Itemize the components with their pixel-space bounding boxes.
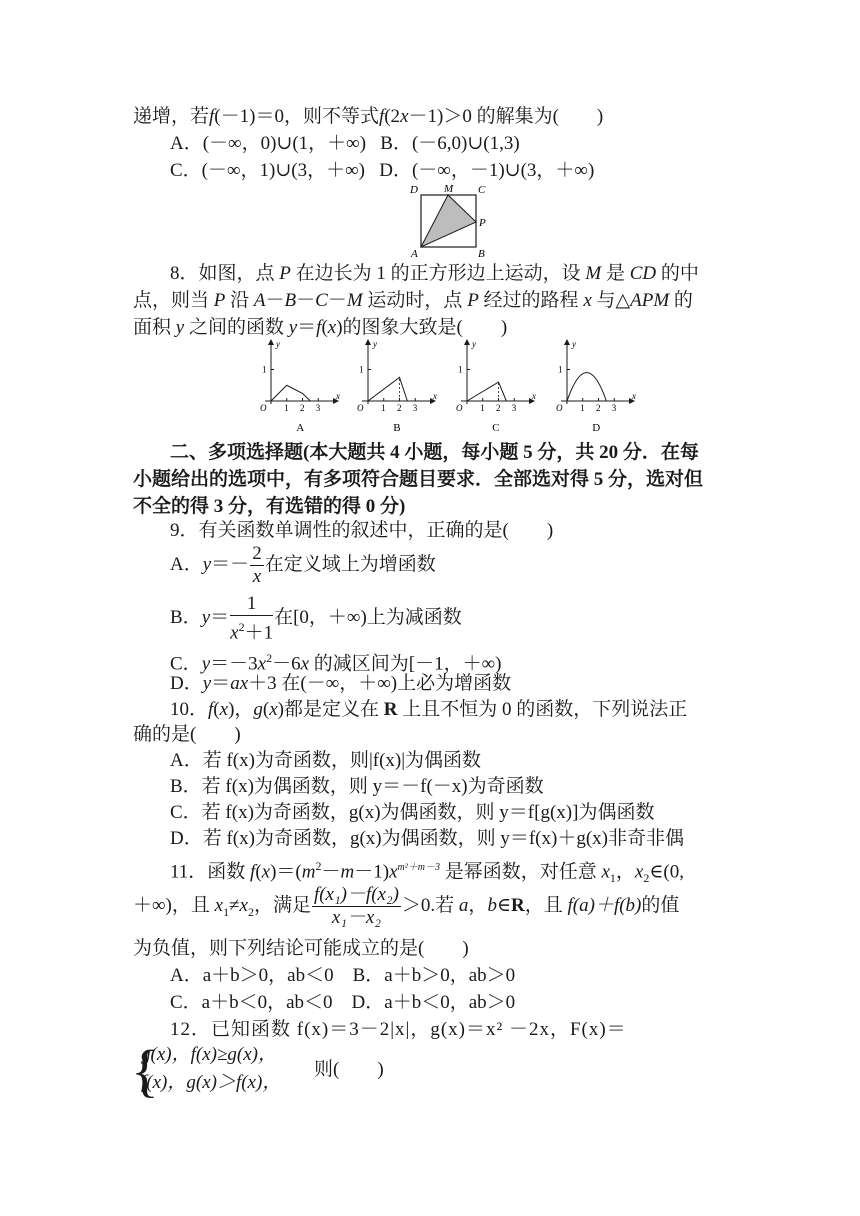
graph-d-origin: O	[556, 403, 563, 413]
q7-options-cd	[170, 158, 594, 184]
q9-option-a: A．y＝－ $\frac{2}{x}$ 在定义域上为增函数	[170, 543, 436, 588]
graph-c-x-tick-3: 3	[511, 403, 517, 413]
graph-a-x-label: x	[336, 391, 340, 401]
piecewise-brace: {	[131, 1038, 159, 1103]
q10-option-d: D．若 f(x)为奇函数，g(x)为偶函数，则 y＝f(x)＋g(x)非奇非偶	[170, 828, 684, 849]
q11-options-cd: C．a＋b＜0，ab＜0 D．a＋b＜0，ab＞0	[170, 992, 516, 1013]
q10-option-b: B．若 f(x)为偶函数，则 y＝－f(－x)为奇函数	[170, 776, 544, 797]
graph-d-x-tick-3: 3	[611, 403, 617, 413]
q11-stem-line3: 为负值，则下列结论可能成立的是( )	[133, 938, 469, 959]
graph-b-x-label: x	[433, 391, 437, 401]
label-p: P	[479, 217, 486, 229]
graph-a-y-label: y	[276, 339, 280, 349]
q10-option-c: C．若 f(x)为奇函数，g(x)为偶函数，则 y＝f[g(x)]为偶函数	[170, 802, 655, 823]
graph-a-x-tick-1: 1	[284, 403, 289, 413]
q7-option-a: A．(－∞，0)∪(1，＋∞)	[170, 133, 367, 154]
graph-b-origin: O	[357, 403, 364, 413]
q12-tail: 则( )	[314, 1059, 384, 1080]
q10-stem-line2: 确的是( )	[133, 724, 241, 745]
graph-a-x-tick-3: 3	[315, 403, 321, 413]
graph-d-y-arrow	[564, 339, 570, 345]
graph-d-caption: D	[592, 422, 601, 434]
graph-a-y-arrow	[268, 339, 274, 345]
section2-heading-line1: 二、多项选择题(本大题共 4 小题，每小题 5 分，共 20 分．在每	[170, 442, 699, 463]
q12-case2: f(x)，g(x)＞f(x)，	[141, 1072, 282, 1093]
q10-option-a: A．若 f(x)为奇函数，则|f(x)|为偶函数	[170, 750, 482, 771]
q8-square-figure	[408, 182, 490, 258]
section2-heading-line2: 小题给出的选项中，有多项符合题目要求．全部选对得 5 分，选对但	[133, 469, 704, 490]
graph-a-y-tick-1: 1	[262, 364, 267, 375]
graph-c-origin: O	[456, 403, 463, 413]
q11-stem-line1: 11．函数 $f(x)=(m^2-m-1)x^{m^2+m-3}$ 是幂函数，对任意 $x_1$，$x_2\in(0$,	[170, 859, 685, 886]
graph-a-x-tick-2: 2	[300, 403, 305, 413]
label-m: M	[444, 183, 454, 195]
fraction-1-over-x2-plus-1: $\frac{1}{x^2+1}$	[230, 593, 274, 644]
section2-heading-line3: 不全的得 3 分，有选错的得 0 分)	[133, 496, 406, 517]
graph-b-x-tick-3: 3	[412, 403, 418, 413]
q9-option-d: D．y＝ax＋3 在(－∞，＋∞)上必为增函数	[170, 673, 512, 694]
triangle-apm	[421, 195, 476, 247]
graph-d-x-tick-1: 1	[580, 403, 585, 413]
label-d: D	[410, 184, 418, 196]
q8-answer-graphs	[255, 338, 655, 434]
graph-b-x-tick-2: 2	[397, 403, 402, 413]
q8-stem-line2: 点，则当 P 沿 A－B－C－M 运动时，点 P 经过的路程 x 与△APM 的	[133, 290, 693, 311]
graph-d-y-label: y	[572, 339, 576, 349]
graph-d-x-label: x	[632, 391, 636, 401]
label-a: A	[411, 248, 418, 258]
graph-b-x-tick-1: 1	[381, 403, 386, 413]
q7-option-d: D．(－∞，－1)∪(3，＋∞)	[379, 160, 595, 181]
graph-d-y-tick-1: 1	[558, 364, 563, 375]
graph-a-curve	[271, 385, 310, 401]
q9-stem: 9．有关函数单调性的叙述中，正确的是( )	[170, 520, 554, 541]
q7-option-c: C．(－∞，1)∪(3，＋∞)	[170, 160, 365, 181]
graph-d-x-tick-2: 2	[596, 403, 601, 413]
q9-option-c: C．$y=-3x^2-6x$ 的减区间为[－1，＋∞)	[170, 651, 502, 675]
q9-option-b: B．y＝ $\frac{1}{x^2+1}$ 在[0，＋∞)上为减函数	[170, 593, 462, 644]
q8-stem-line1: 8．如图，点 P 在边长为 1 的正方形边上运动，设 M 是 CD 的中	[170, 263, 699, 284]
graph-c-caption: C	[492, 422, 500, 434]
graph-c-y-tick-1: 1	[458, 364, 463, 375]
label-b: B	[478, 248, 485, 258]
graph-b-caption: B	[393, 422, 401, 434]
graph-b-y-label: y	[373, 339, 377, 349]
graph-a-caption: A	[296, 422, 305, 434]
q12-case1: g(x)，f(x)≥g(x)，	[141, 1044, 277, 1065]
graph-c-curve	[467, 382, 506, 401]
graph-c-x-tick-1: 1	[480, 403, 485, 413]
q8-stem-line3: 面积 y 之间的函数 y＝f(x)的图象大致是( )	[133, 317, 508, 338]
graph-d-curve	[567, 373, 606, 401]
difference-quotient-fraction: $\frac{\text{f(x₁)－f(x₂)}}{\text{x₁－x₂}}$	[313, 884, 399, 929]
q11-options-ab: A．a＋b＞0，ab＜0 B．a＋b＞0，ab＞0	[170, 965, 516, 986]
graph-c-x-tick-2: 2	[496, 403, 501, 413]
graph-b-curve	[368, 377, 407, 401]
graph-a-origin: O	[260, 403, 267, 413]
q10-stem-line1: 10．f(x)，g(x)都是定义在 R 上且不恒为 0 的函数，下列说法正	[170, 699, 688, 720]
q7-options-ab	[170, 131, 520, 157]
label-c: C	[478, 184, 486, 196]
q11-stem-line2: ＋∞)，且 $x_1\ne x_2$，满足 $\frac{\text{f(x₁)－f(x₂)}}{\text{x₁－x₂}}$ ＞0.若 a，b∈R，且 f(a)＋f(b)的值	[133, 884, 680, 929]
graph-c-y-label: y	[472, 339, 476, 349]
fraction-2-over-x: $\frac{2}{x}$	[252, 543, 262, 588]
q7-option-b: B．(－6,0)∪(1,3)	[380, 133, 520, 154]
q7-stem-continuation: 递增，若f(－1)＝0，则不等式f(2x－1)＞0 的解集为( )	[133, 106, 604, 127]
graph-b-y-tick-1: 1	[359, 364, 364, 375]
graph-c-x-label: x	[532, 391, 536, 401]
q12-stem-line1: 12．已知函数 f(x)＝3－2|x|，g(x)＝x² －2x，F(x)＝	[170, 1019, 627, 1040]
graph-b-y-arrow	[365, 339, 371, 345]
graph-c-y-arrow	[464, 339, 470, 345]
